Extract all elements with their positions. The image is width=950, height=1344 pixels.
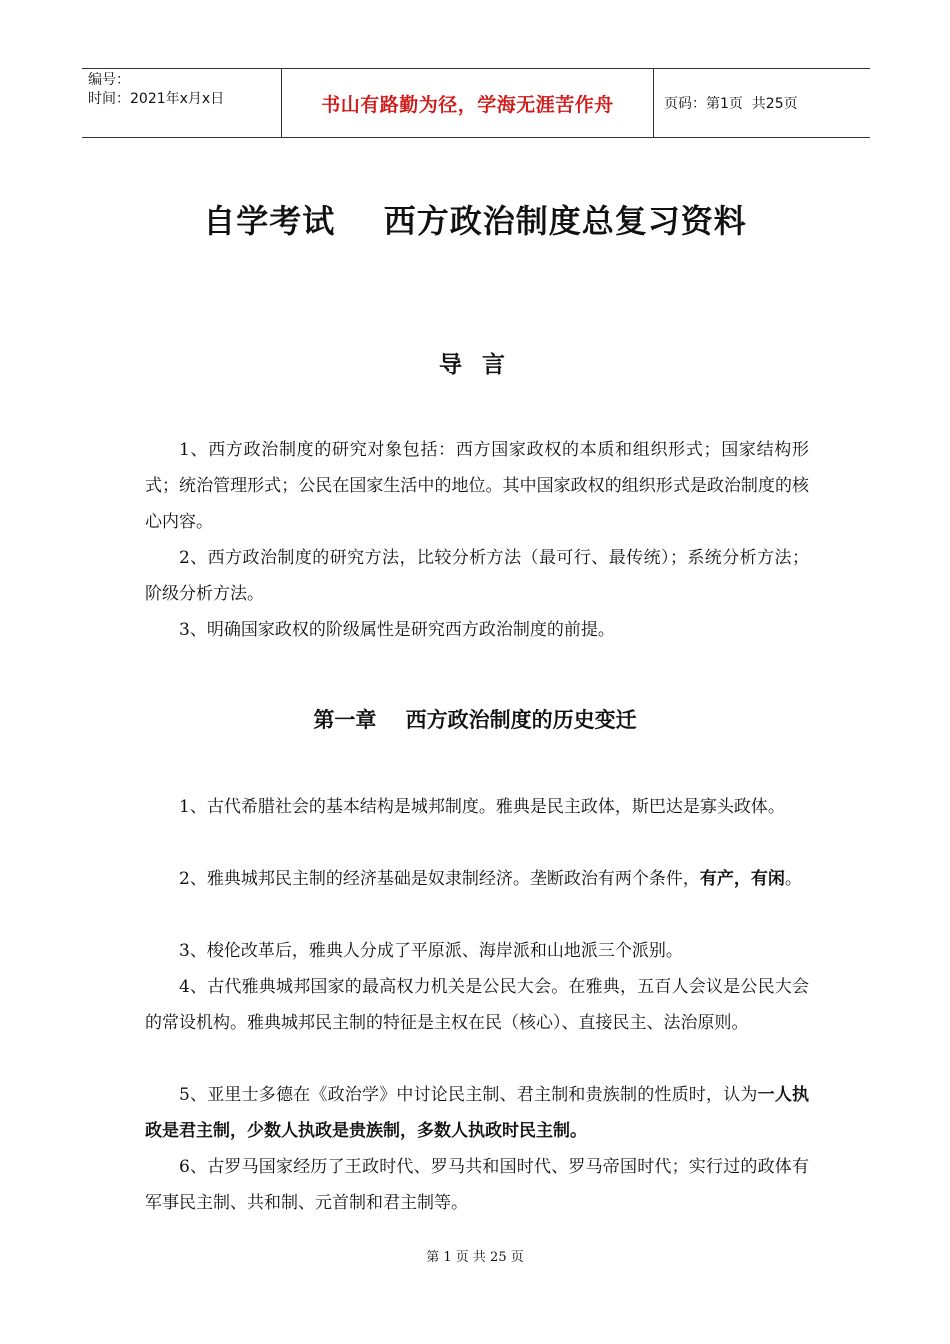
chapter1-paragraph: 1、古代希腊社会的基本结构是城邦制度。雅典是民主政体，斯巴达是寡头政体。 bbox=[179, 797, 785, 817]
chapter1-paragraph: 6、古罗马国家经历了王政时代、罗马共和国时代、罗马帝国时代；实行过的政体有军事民主制、共和制、元首制和君主制等。 bbox=[145, 1157, 809, 1213]
paragraph-text: 2、雅典城邦民主制的经济基础是奴隶制经济。垄断政治有两个条件， bbox=[179, 869, 700, 889]
paragraph-end: 。 bbox=[784, 869, 802, 889]
page-header bbox=[82, 68, 870, 138]
bold-emphasis: 有产，有闲 bbox=[699, 869, 785, 889]
intro-paragraph: 1、西方政治制度的研究对象包括：西方国家政权的本质和组织形式；国家结构形式；统治管理形式；公民在国家生活中的地位。其中国家政权的组织形式是政治制度的核心内容。 bbox=[145, 440, 809, 532]
chapter1-paragraph: 3、梭伦改革后，雅典人分成了平原派、海岸派和山地派三个派别。 bbox=[179, 941, 683, 961]
document-title: 自学考试 西方政治制度总复习资料 bbox=[203, 202, 747, 240]
header-meta bbox=[82, 69, 282, 137]
time-label: 时间：2021年x月x日 bbox=[88, 91, 225, 107]
header-motto: 书山有路勤为径，学海无涯苦作舟 bbox=[282, 69, 654, 137]
paragraph-text: 5、亚里士多德在《政治学》中讨论民主制、君主制和贵族制的性质时，认为 bbox=[179, 1085, 758, 1105]
intro-heading: 导 言 bbox=[438, 352, 511, 378]
bold-emphasis: 一人执政是君主制，少数人执政是贵族制，多数人执政时民主制。 bbox=[145, 1085, 809, 1141]
chapter1-heading: 第一章 西方政治制度的历史变迁 bbox=[313, 708, 637, 732]
header-page-info bbox=[654, 69, 870, 137]
chapter1-paragraph bbox=[145, 1077, 809, 1149]
chapter1-paragraph bbox=[145, 861, 809, 897]
page-info-text: 页码：第1页 共25页 bbox=[664, 96, 798, 112]
intro-paragraph: 2、西方政治制度的研究方法，比较分析方法（最可行、最传统）；系统分析方法；阶级分析方法。 bbox=[145, 548, 809, 604]
intro-paragraph: 3、明确国家政权的阶级属性是研究西方政治制度的前提。 bbox=[179, 620, 615, 640]
page-footer: 第 1 页 共 25 页 bbox=[426, 1250, 524, 1265]
number-label: 编号： bbox=[88, 72, 130, 88]
chapter1-paragraph: 4、古代雅典城邦国家的最高权力机关是公民大会。在雅典，五百人会议是公民大会的常设机构。雅典城邦民主制的特征是主权在民（核心）、直接民主、法治原则。 bbox=[145, 977, 809, 1033]
